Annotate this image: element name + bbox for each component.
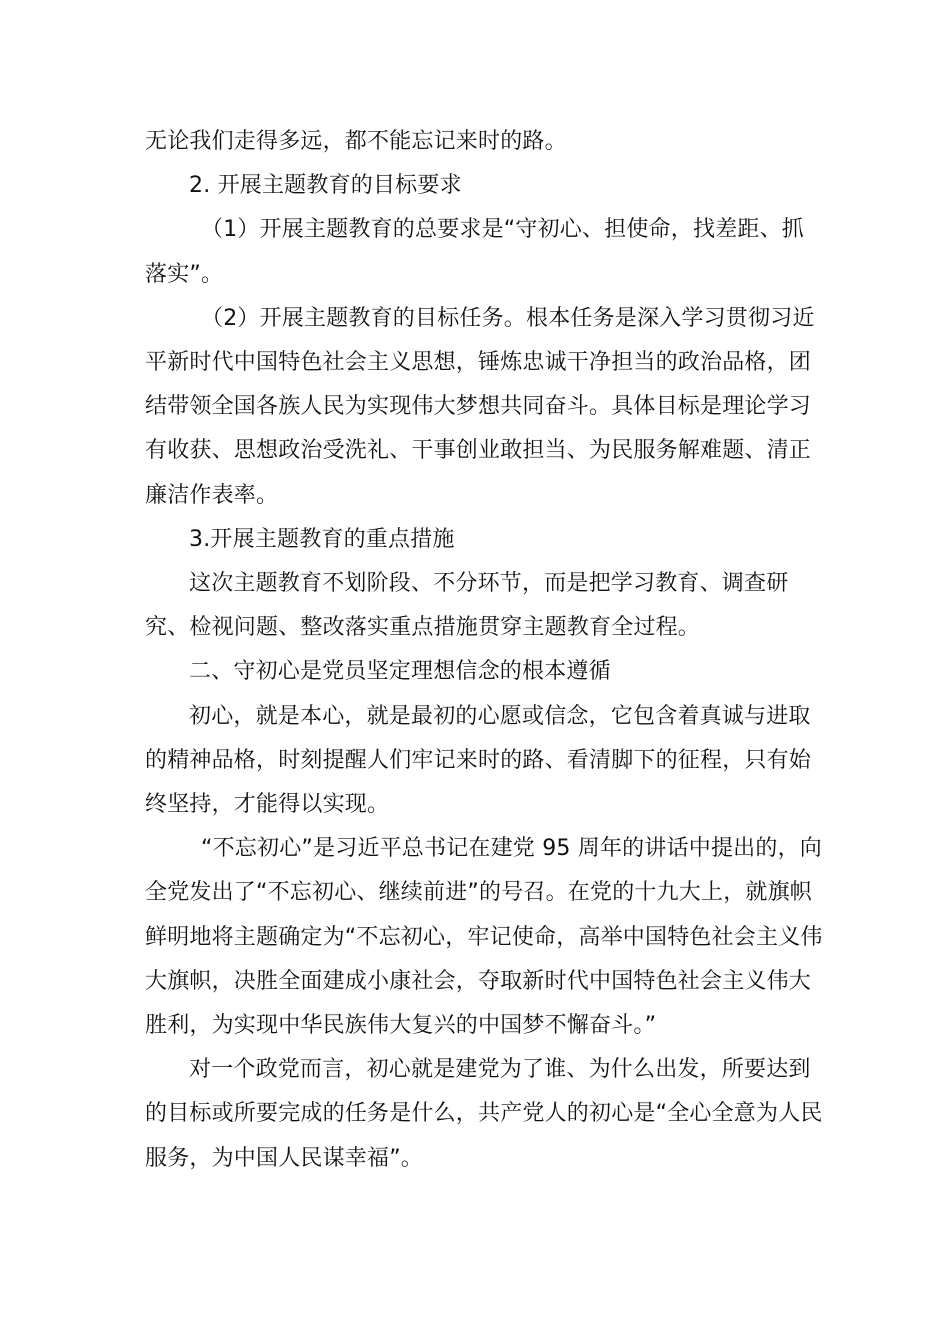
paragraph-measures: 这次主题教育不划阶段、不分环节，而是把学习教育、调查研究、检视问题、整改落实重点措施贯穿主题教育全过程。 bbox=[145, 571, 789, 641]
section-heading-measures: 3.开展主题教育的重点措施 bbox=[189, 526, 455, 552]
paragraph-original-aspiration-definition: 初心，就是本心，就是最初的心愿或信念，它包含着真诚与进取的精神品格，时刻提醒人们牢记来时的路、看清脚下的征程，只有始终坚持，才能得以实现。 bbox=[145, 703, 812, 818]
paragraph-goal-tasks: （2）开展主题教育的目标任务。根本任务是深入学习贯彻习近平新时代中国特色社会主义思想，锤炼忠诚干净担当的政治品格，团结带领全国各族人民为实现伟大梦想共同奋斗。具体目标是理论学习有收获、思想政治受洗礼、干事创业敢担当、为民服务解难题、清正廉洁作表率。 bbox=[145, 305, 815, 508]
paragraph-continuation: 无论我们走得多远，都不能忘记来时的路。 bbox=[145, 129, 567, 154]
section-heading-goals: 2. 开展主题教育的目标要求 bbox=[189, 173, 462, 199]
paragraph-quote-history: “不忘初心”是习近平总书记在建党 95 周年的讲话中提出的，向全党发出了“不忘初心、继续前进”的号召。在党的十九大上，就旗帜鲜明地将主题确定为“不忘初心，牢记使命，高举中国特色社会主义伟大旗帜，决胜全面建成小康社会，夺取新时代中国特色社会主义伟大胜利，为实现中华民族伟大复兴的中国梦不懈奋斗。” bbox=[145, 836, 823, 1039]
paragraph-general-requirement: （1）开展主题教育的总要求是“守初心、担使命，找差距、抓落实”。 bbox=[145, 217, 804, 287]
paragraph-party-aspiration: 对一个政党而言，初心就是建党为了谁、为什么出发，所要达到的目标或所要完成的任务是什么，共产党人的初心是“全心全意为人民服务，为中国人民谋幸福”。 bbox=[145, 1057, 823, 1171]
document-body bbox=[145, 120, 825, 1181]
section-heading-original-aspiration: 二、守初心是党员坚定理想信念的根本遵循 bbox=[189, 659, 611, 685]
